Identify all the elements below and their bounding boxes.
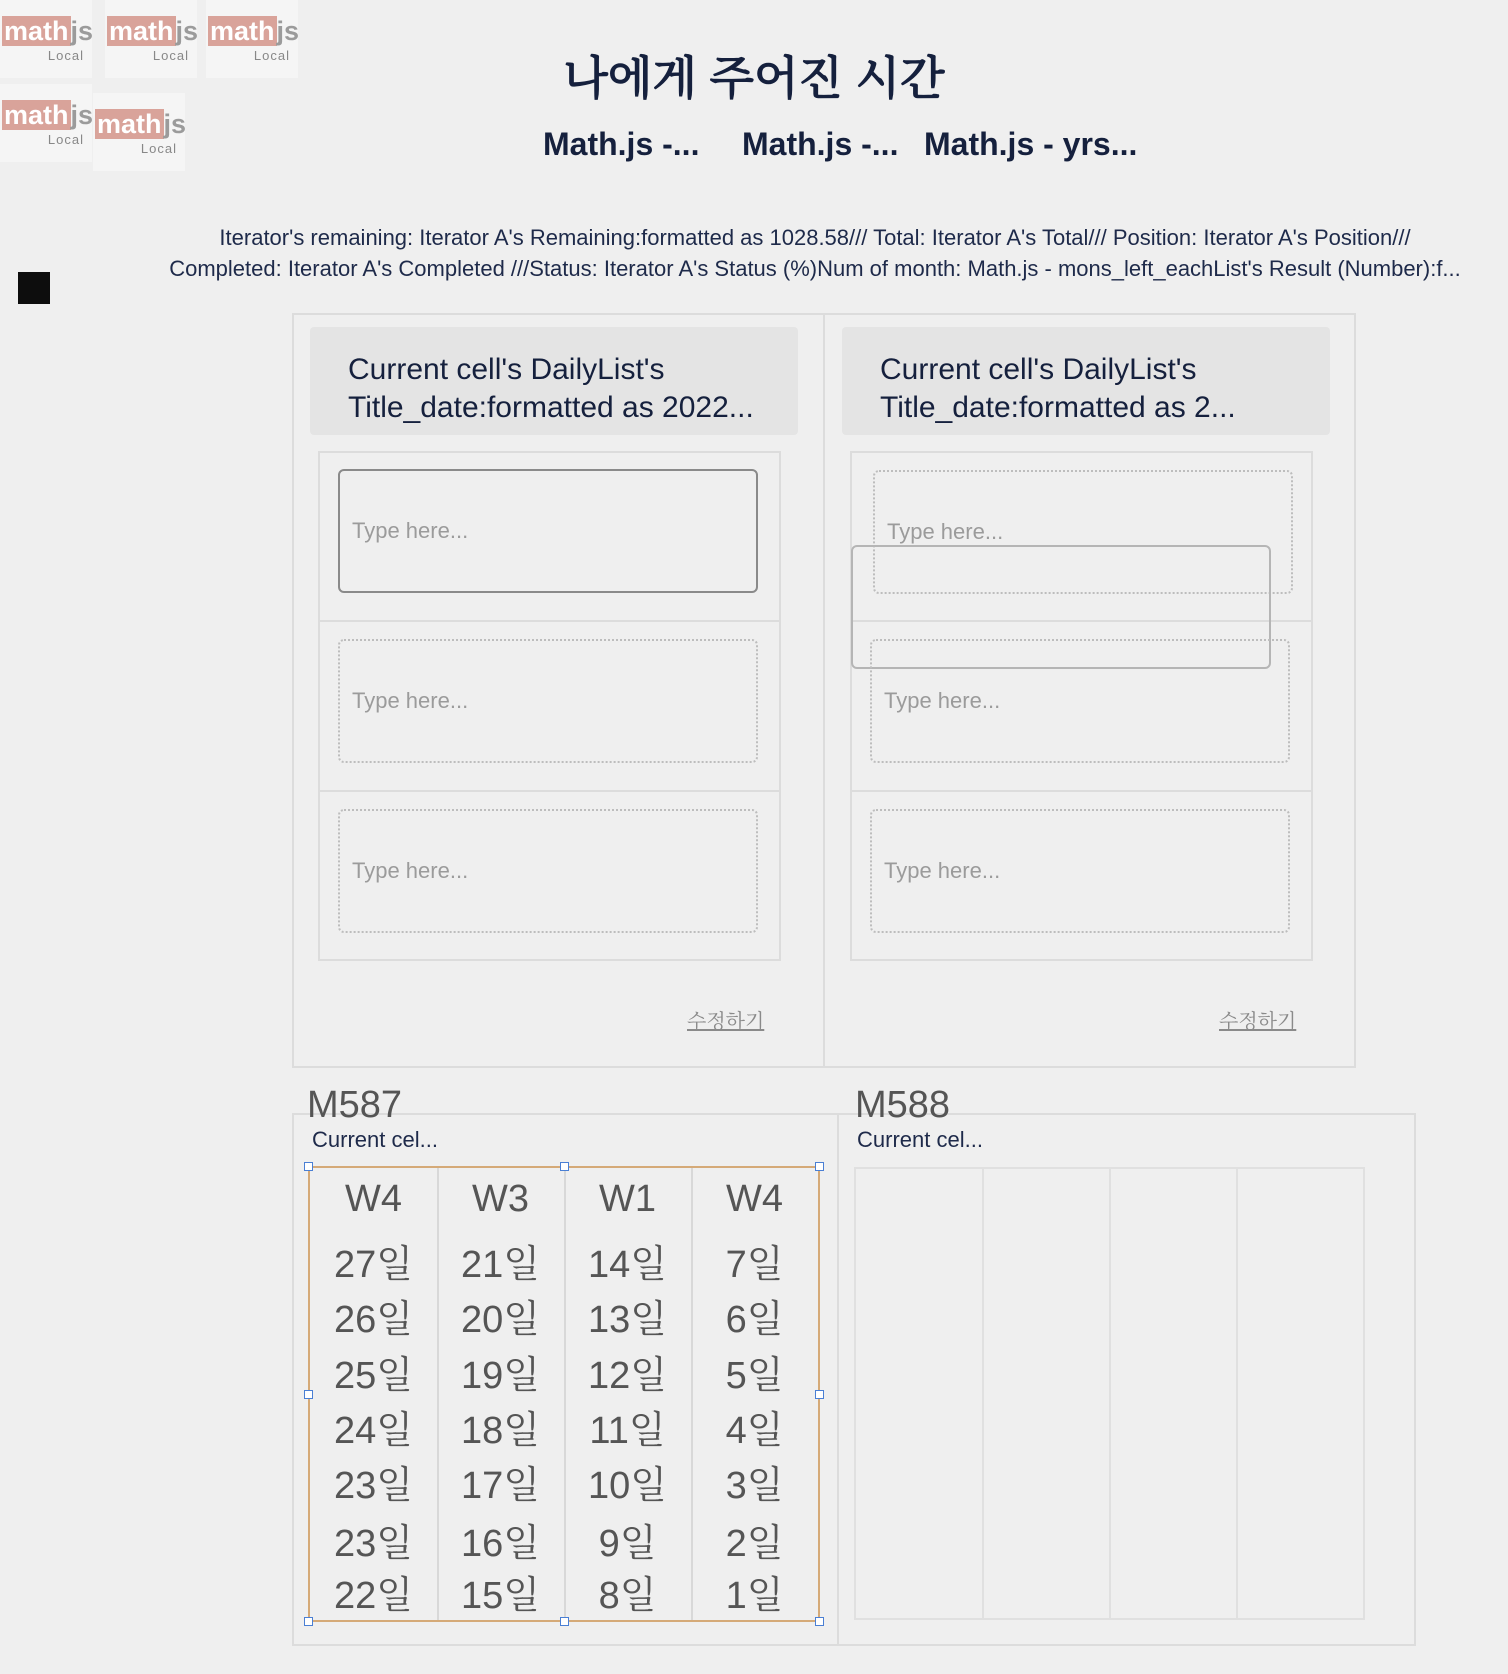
resize-handle-top-right[interactable]: [815, 1162, 824, 1171]
week-label: W1: [599, 1178, 656, 1220]
day-cell: 18일: [461, 1410, 540, 1452]
resize-handle-top-center[interactable]: [560, 1162, 569, 1171]
list-separator: [850, 790, 1313, 792]
resize-handle-bottom-left[interactable]: [304, 1617, 313, 1626]
logo-brand-js: js: [175, 16, 199, 46]
resize-handle-middle-right[interactable]: [815, 1390, 824, 1399]
logo-brand-js: js: [163, 109, 187, 139]
card-title-line2: Title_date:formatted as 2...: [880, 391, 1236, 424]
calendar-column-1: [310, 1168, 437, 1620]
logo-brand-js: js: [70, 16, 94, 46]
day-cell: 6일: [725, 1299, 784, 1341]
calendar-grid-empty: [854, 1167, 1365, 1620]
logo-brand-math: math: [4, 100, 69, 130]
month-label-2: M588: [855, 1084, 951, 1126]
day-cell: 22일: [334, 1575, 413, 1617]
logo-sub: Local: [253, 48, 290, 63]
day-cell: 26일: [334, 1299, 413, 1341]
day-cell: 19일: [461, 1355, 540, 1397]
calendar-column-2: [437, 1168, 564, 1620]
logo-sub: Local: [47, 132, 84, 147]
logo-brand-math: math: [4, 16, 69, 46]
text-input-2-2[interactable]: [870, 639, 1290, 763]
day-cell: 3일: [725, 1465, 784, 1507]
black-square-element[interactable]: [18, 272, 50, 304]
logo-brand-math: math: [97, 109, 162, 139]
day-cell: 20일: [461, 1299, 540, 1341]
day-cell: 23일: [334, 1523, 413, 1565]
day-cell: 24일: [334, 1410, 413, 1452]
month-panel-divider: [837, 1113, 839, 1646]
day-cell: 16일: [461, 1523, 540, 1565]
day-cell: 23일: [334, 1465, 413, 1507]
logo-sub: Local: [140, 141, 177, 156]
text-input-1-3[interactable]: [338, 809, 758, 933]
month-label-1: M587: [307, 1084, 403, 1126]
resize-handle-top-left[interactable]: [304, 1162, 313, 1171]
day-cell: 15일: [461, 1575, 540, 1617]
page-title: 나에게 주어진 시간: [563, 52, 945, 104]
logo-sub: Local: [152, 48, 189, 63]
week-label: W4: [345, 1178, 402, 1220]
resize-handle-bottom-center[interactable]: [560, 1617, 569, 1626]
edit-link-1[interactable]: 수정하기: [687, 1011, 765, 1033]
day-cell: 5일: [725, 1355, 784, 1397]
day-cell: 4일: [725, 1410, 784, 1452]
subtitle-3: Math.js - yrs...: [924, 126, 1138, 162]
card-title-line2: Title_date:formatted as 2022...: [348, 391, 754, 424]
day-cell: 13일: [588, 1299, 667, 1341]
calendar-grid-selected[interactable]: [308, 1166, 820, 1622]
logo-brand-js: js: [276, 16, 300, 46]
card-title-line1: Current cell's DailyList's: [348, 353, 665, 386]
logo-brand-js: js: [70, 100, 94, 130]
subtitle-1: Math.js -...: [543, 126, 700, 162]
day-cell: 8일: [598, 1575, 657, 1617]
resize-handle-bottom-right[interactable]: [815, 1617, 824, 1626]
grid-line: [1236, 1169, 1238, 1618]
day-cell: 7일: [725, 1244, 784, 1286]
grid-line: [982, 1169, 984, 1618]
day-cell: 9일: [598, 1523, 657, 1565]
week-label: W3: [472, 1178, 529, 1220]
text-input-2-3[interactable]: [870, 809, 1290, 933]
panel-divider: [823, 313, 825, 1068]
day-cell: 25일: [334, 1355, 413, 1397]
day-cell: 21일: [461, 1244, 540, 1286]
month-caption-2: Current cel...: [857, 1127, 983, 1152]
subtitle-2: Math.js -...: [742, 126, 899, 162]
iterator-info-line2: Completed: Iterator A's Completed ///Status: Iterator A's Status (%)Num of month: Math.js - mons_left_eachList's Result (Number):f...: [169, 256, 1461, 281]
card-title-2: [842, 327, 1330, 435]
card-title-1: [310, 327, 798, 435]
day-cell: 12일: [588, 1355, 667, 1397]
day-cell: 14일: [588, 1244, 667, 1286]
edit-link-2[interactable]: 수정하기: [1219, 1011, 1297, 1033]
day-cell: 2일: [725, 1523, 784, 1565]
iterator-info-line1: Iterator's remaining: Iterator A's Remaining:formatted as 1028.58/// Total: Iterator A's Total/// Position: Iterator A's Position///: [219, 225, 1411, 250]
day-cell: 17일: [461, 1465, 540, 1507]
logo-sub: Local: [47, 48, 84, 63]
resize-handle-middle-left[interactable]: [304, 1390, 313, 1399]
iterator-info: [140, 222, 1490, 284]
day-cell: 11일: [589, 1410, 666, 1452]
calendar-column-4: [691, 1168, 818, 1620]
list-separator: [318, 790, 781, 792]
grid-line: [1109, 1169, 1111, 1618]
day-cell: 27일: [334, 1244, 413, 1286]
list-separator: [318, 620, 781, 622]
month-caption-1: Current cel...: [312, 1127, 438, 1152]
logo-brand-math: math: [109, 16, 174, 46]
text-input-1-1[interactable]: [338, 469, 758, 593]
logo-brand-math: math: [210, 16, 275, 46]
day-cell: 1일: [725, 1575, 784, 1617]
text-input-1-2[interactable]: [338, 639, 758, 763]
day-cell: 10일: [588, 1465, 667, 1507]
calendar-column-3: [564, 1168, 691, 1620]
week-label: W4: [726, 1178, 783, 1220]
card-title-line1: Current cell's DailyList's: [880, 353, 1197, 386]
